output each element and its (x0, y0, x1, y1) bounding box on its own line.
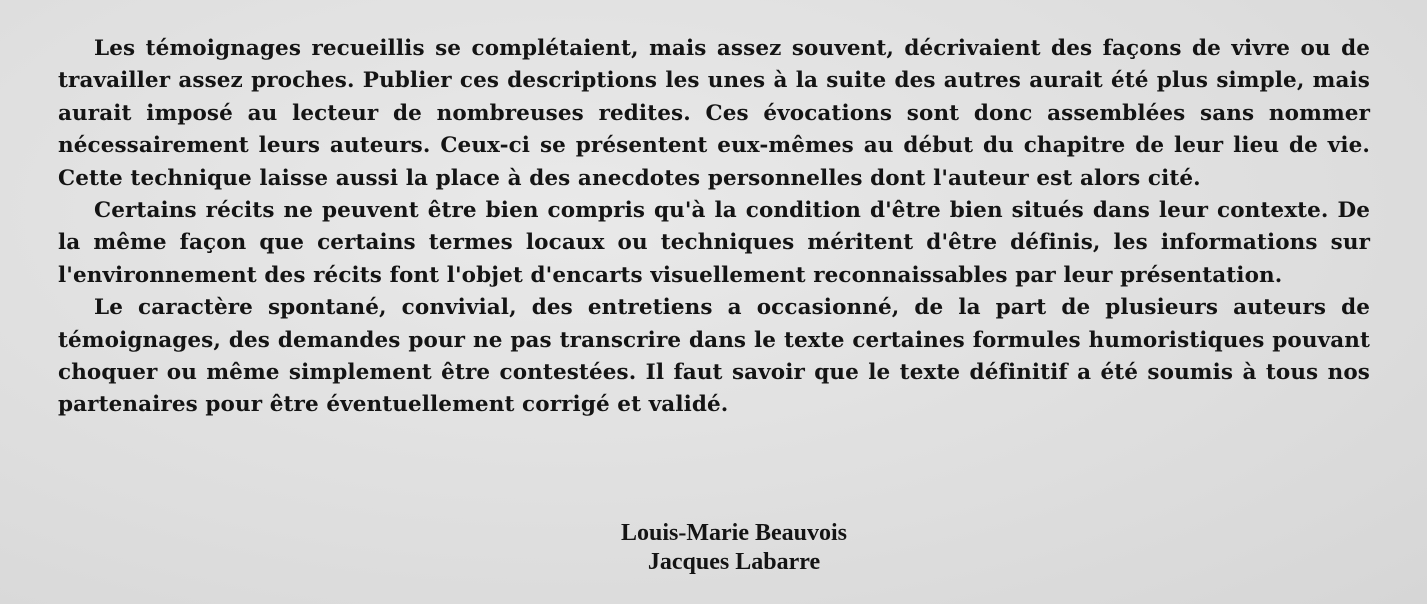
paragraph-2: Certains récits ne peuvent être bien compris qu'à la condition d'être bien situés dans leur contexte. De la même façon que certains termes locaux ou techniques méritent d'être définis, les informations sur l'environnement des récits font l'objet d'encarts visuellement reconnaissables par leur présentation. (58, 198, 1370, 288)
author-signature-1: Louis-Marie Beauvois (621, 520, 847, 546)
body-text (58, 33, 1370, 422)
author-signature-2: Jacques Labarre (647, 549, 821, 575)
signature-block (0, 519, 1427, 577)
paragraph-1: Les témoignages recueillis se complétaient, mais assez souvent, décrivaient des façons de vivre ou de travailler assez proches. Publier ces descriptions les unes à la suite des autres aurait été plus simple, mais aurait imposé au lecteur de nombreuses redites. Ces évocations sont donc assemblées sans nommer nécessairement leurs auteurs. Ceux-ci se présentent eux-mêmes au début du chapitre de leur lieu de vie. Cette technique laisse aussi la place à des anecdotes personnelles dont l'auteur est alors cité. (58, 36, 1370, 191)
paragraph-3: Le caractère spontané, convivial, des entretiens a occasionné, de la part de plusieurs auteurs de témoignages, des demandes pour ne pas transcrire dans le texte certaines formules humoristiques pouvant choquer ou même simplement être contestées. Il faut savoir que le texte définitif a été soumis à tous nos partenaires pour être éventuellement corrigé et validé. (58, 295, 1370, 418)
